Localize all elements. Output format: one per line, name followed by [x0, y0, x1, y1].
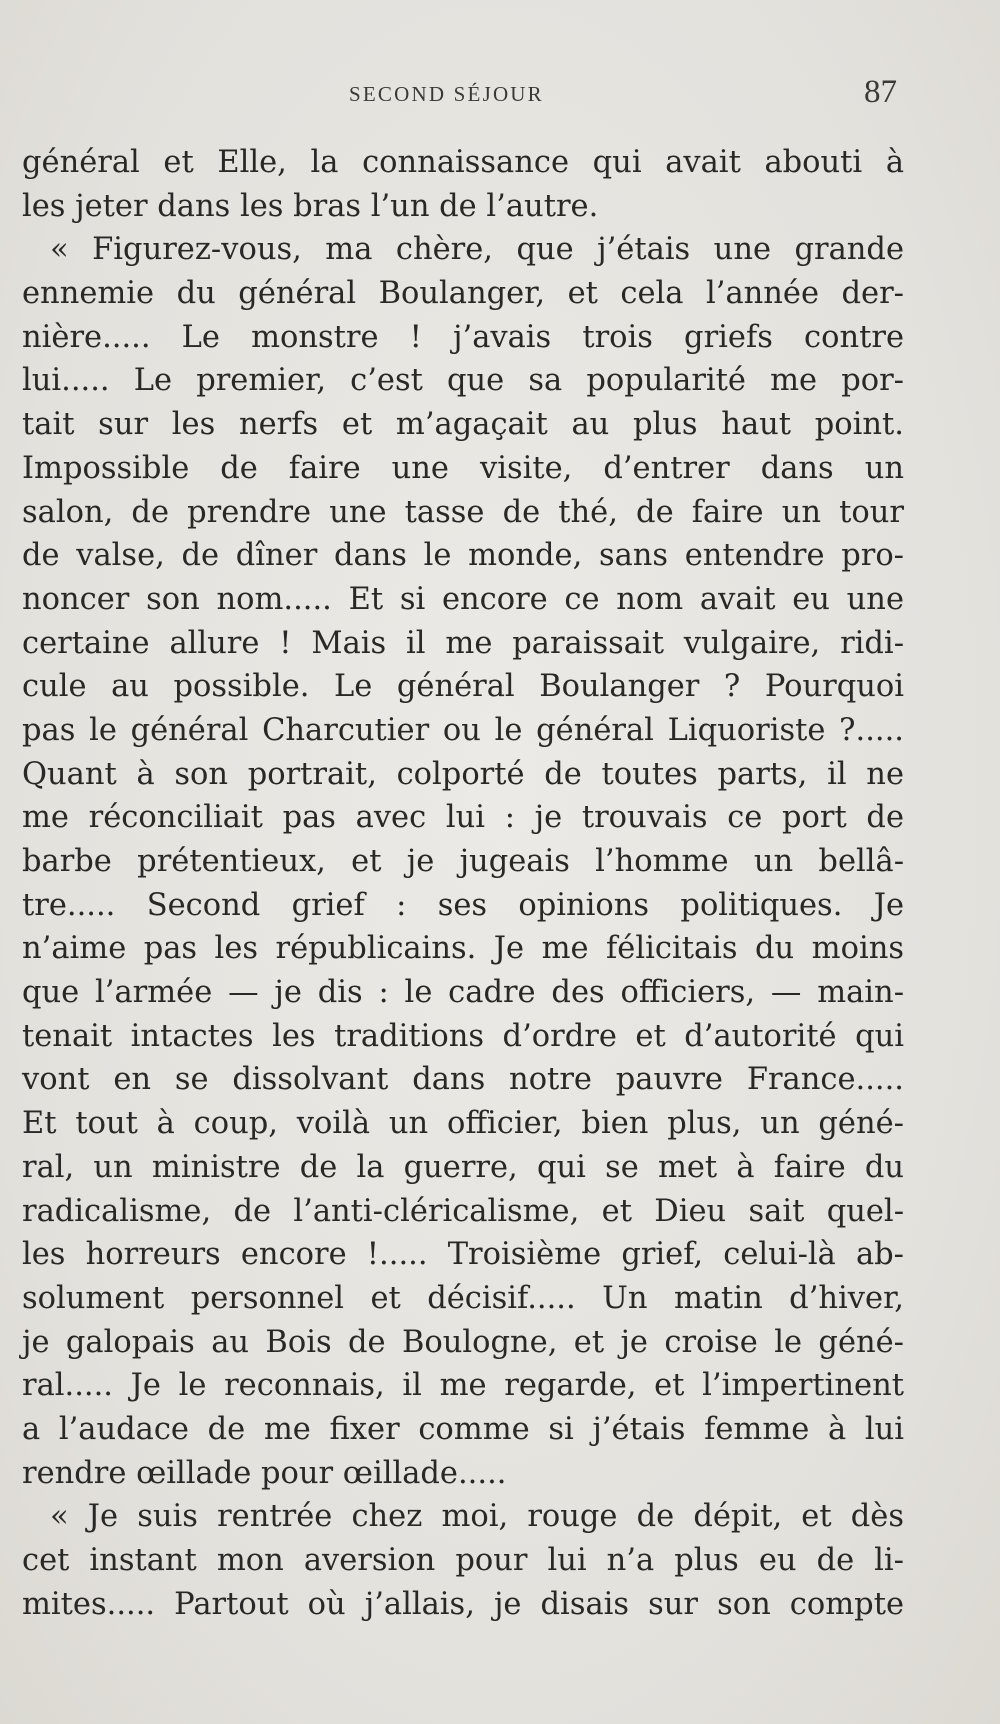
text-line: « Figurez-vous, ma chère, que j’étais une grande — [50, 232, 904, 268]
text-line: rendre œillade pour œillade..... — [22, 1455, 507, 1491]
running-head — [0, 74, 1000, 120]
page-number: 87 — [864, 74, 897, 110]
text-line: noncer son nom..... Et si encore ce nom avait eu une — [22, 581, 904, 617]
text-line: tait sur les nerfs et m’agaçait au plus haut point. — [22, 407, 904, 443]
text-line: n’aime pas les républicains. Je me félicitais du moins — [22, 931, 904, 967]
text-line: solument personnel et décisif..... Un matin d’hiver, — [22, 1280, 904, 1316]
text-line: Impossible de faire une visite, d’entrer dans un — [22, 450, 904, 486]
running-title: SECOND SÉJOUR — [349, 82, 544, 106]
text-line: nière..... Le monstre ! j’avais trois griefs contre — [22, 319, 904, 355]
text-line: ral, un ministre de la guerre, qui se met à faire du — [22, 1149, 904, 1185]
text-line: barbe prétentieux, et je jugeais l’homme un bellâ- — [22, 844, 904, 879]
text-line: me réconciliait pas avec lui : je trouvais ce port de — [22, 800, 904, 836]
text-line: mites..... Partout où j’allais, je disais sur son compte — [22, 1586, 904, 1622]
text-line: tre..... Second grief : ses opinions politiques. Je — [22, 887, 904, 923]
text-line: pas le général Charcutier ou le général Liquoriste ?..... — [22, 712, 904, 748]
text-line: vont en se dissolvant dans notre pauvre France..... — [22, 1062, 904, 1098]
text-line: je galopais au Bois de Boulogne, et je croise le géné- — [22, 1324, 904, 1360]
text-line: les jeter dans les bras l’un de l’autre. — [22, 188, 599, 224]
text-line: que l’armée — je dis : le cadre des officiers, — main- — [22, 975, 904, 1011]
text-line: cet instant mon aversion pour lui n’a plus eu de li- — [22, 1543, 904, 1578]
text-line: ral..... Je le reconnais, il me regarde, et l’impertinent — [22, 1368, 904, 1404]
text-line: « Je suis rentrée chez moi, rouge de dépit, et dès — [50, 1499, 904, 1535]
text-line: général et Elle, la connaissance qui avait abouti à — [22, 145, 904, 180]
text-line: tenait intactes les traditions d’ordre et d’autorité qui — [22, 1018, 904, 1054]
text-line: Et tout à coup, voilà un officier, bien plus, un géné- — [22, 1106, 904, 1142]
body-text — [22, 141, 904, 1626]
text-line: Quant à son portrait, colporté de toutes parts, il ne — [22, 756, 904, 792]
text-line: lui..... Le premier, c’est que sa popularité me por- — [22, 363, 904, 399]
text-line: radicalisme, de l’anti-cléricalisme, et Dieu sait quel- — [22, 1193, 904, 1229]
text-line: a l’audace de me fixer comme si j’étais femme à lui — [22, 1411, 904, 1447]
text-line: certaine allure ! Mais il me paraissait vulgaire, ridi- — [22, 625, 904, 661]
text-line: salon, de prendre une tasse de thé, de faire un tour — [22, 494, 904, 530]
text-line: cule au possible. Le général Boulanger ? Pourquoi — [22, 669, 904, 705]
text-line: les horreurs encore !..... Troisième grief, celui-là ab- — [22, 1237, 904, 1273]
text-line: ennemie du général Boulanger, et cela l’année der- — [22, 276, 904, 312]
text-line: de valse, de dîner dans le monde, sans entendre pro- — [22, 538, 904, 574]
